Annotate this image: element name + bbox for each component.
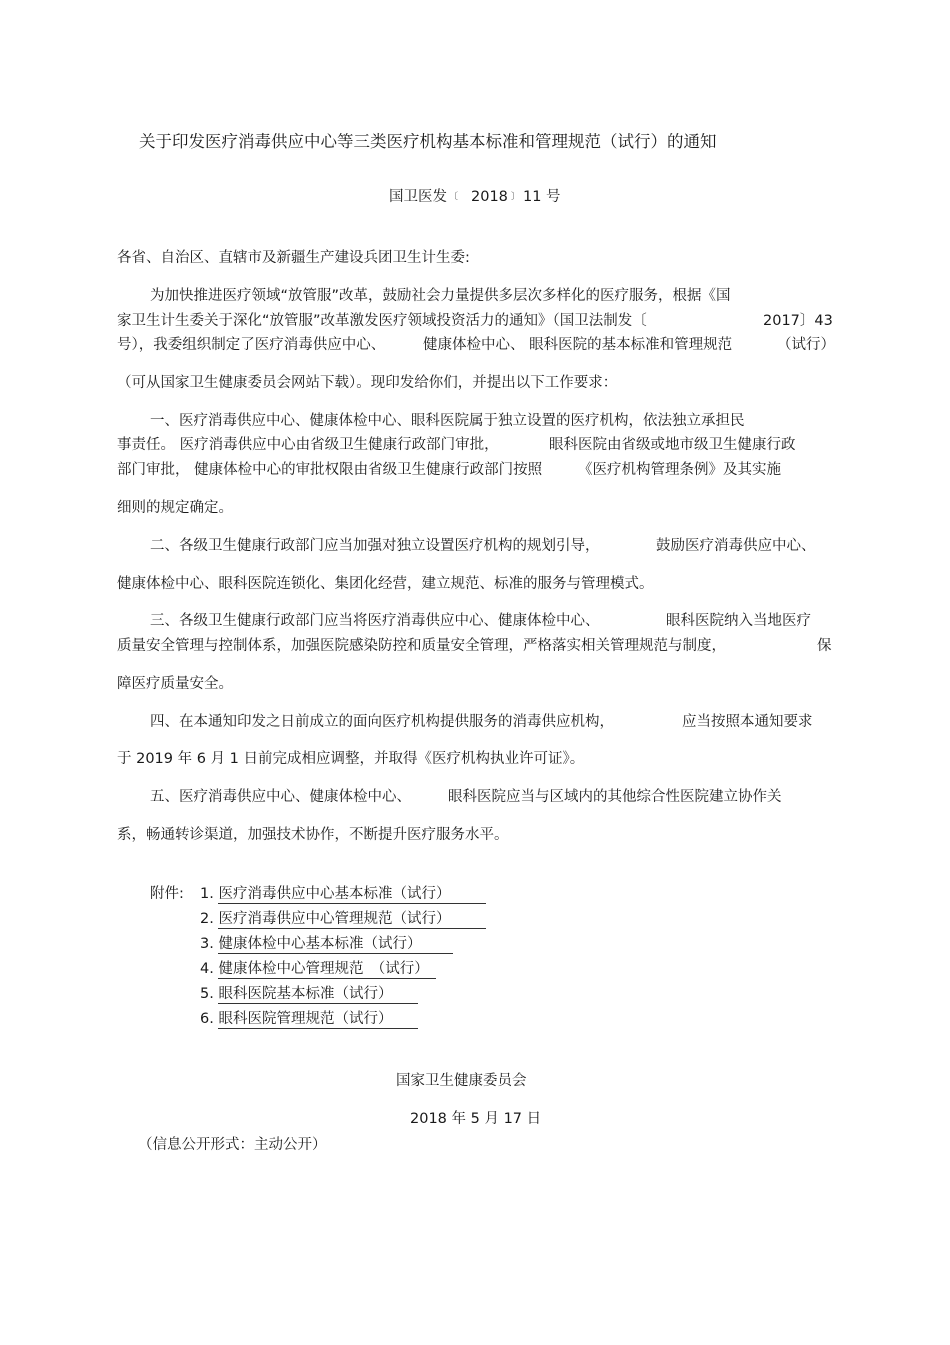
para1-line3-a: 号），我委组织制定了医疗消毒供应中心、 bbox=[117, 337, 386, 353]
disclosure-note: （信息公开形式：主动公开） bbox=[138, 1137, 327, 1153]
attachment-link[interactable]: 健康体检中心基本标准（试行） bbox=[218, 935, 453, 954]
item2-line2: 健康体检中心、眼科医院连锁化、集团化经营，建立规范、标准的服务与管理模式。 bbox=[117, 576, 654, 592]
item4-line1-b: 应当按照本通知要求 bbox=[682, 714, 813, 730]
item2-line1-b: 鼓励医疗消毒供应中心、 bbox=[656, 538, 816, 554]
attachment-link[interactable]: 医疗消毒供应中心管理规范（试行） bbox=[218, 910, 486, 929]
attachment-num: 2. bbox=[200, 911, 214, 927]
attachment-num: 4. bbox=[200, 961, 214, 977]
attachment-link[interactable]: 眼科医院基本标准（试行） bbox=[218, 985, 418, 1004]
item4-line2: 于 2019 年 6 月 1 日前完成相应调整，并取得《医疗机构执业许可证》。 bbox=[117, 751, 585, 767]
doc-number-year: 2018 bbox=[471, 189, 508, 205]
item1-line4: 细则的规定确定。 bbox=[117, 500, 233, 516]
item3-line2-b: 保 bbox=[817, 638, 832, 654]
para1-line2-ref: 2017〕43 bbox=[763, 313, 833, 329]
attachment-num: 6. bbox=[200, 1011, 214, 1027]
document-title: 关于印发医疗消毒供应中心等三类医疗机构基本标准和管理规范（试行）的通知 bbox=[139, 132, 717, 151]
attachment-link[interactable]: 医疗消毒供应中心基本标准（试行） bbox=[218, 885, 486, 904]
para1-line1: 为加快推进医疗领域“放管服”改革，鼓励社会力量提供多层次多样化的医疗服务，根据《国 bbox=[150, 288, 731, 304]
attachments-label: 附件: bbox=[150, 886, 184, 902]
item3-line3: 障医疗质量安全。 bbox=[117, 676, 233, 692]
attachment-link[interactable]: 健康体检中心管理规范 （试行） bbox=[218, 960, 436, 979]
attachment-item-6[interactable] bbox=[200, 1010, 418, 1029]
attachment-num: 3. bbox=[200, 936, 214, 952]
item2-line1-a: 二、各级卫生健康行政部门应当加强对独立设置医疗机构的规划引导， bbox=[150, 538, 600, 554]
doc-number-prefix: 国卫医发 bbox=[389, 189, 447, 205]
attachment-item-1[interactable] bbox=[200, 885, 486, 904]
para1-line2-text: 家卫生计生委关于深化“放管服”改革激发医疗领域投资活力的通知》（国卫法制发〔 bbox=[117, 313, 647, 329]
item1-line3-b: 《医疗机构管理条例》及其实施 bbox=[578, 462, 781, 478]
attachment-item-4[interactable] bbox=[200, 960, 436, 979]
attachment-num: 5. bbox=[200, 986, 214, 1002]
item1-line2-b: 眼科医院由省级或地市级卫生健康行政 bbox=[549, 437, 796, 453]
doc-number-right-bracket: 〕 bbox=[511, 192, 521, 202]
para1-line3-c: （试行） bbox=[777, 337, 835, 353]
item1-line2-a: 事责任。 医疗消毒供应中心由省级卫生健康行政部门审批， bbox=[117, 437, 499, 453]
attachment-link[interactable]: 眼科医院管理规范（试行） bbox=[218, 1010, 418, 1029]
item1-line3-a: 部门审批， 健康体检中心的审批权限由省级卫生健康行政部门按照 bbox=[117, 462, 543, 478]
doc-number-num: 11 号 bbox=[523, 189, 561, 205]
issue-date: 2018 年 5 月 17 日 bbox=[410, 1111, 542, 1127]
attachment-num: 1. bbox=[200, 886, 214, 902]
item3-line1-b: 眼科医院纳入当地医疗 bbox=[666, 613, 811, 629]
doc-number-left-bracket: 〔 bbox=[449, 192, 459, 202]
attachment-item-5[interactable] bbox=[200, 985, 418, 1004]
item5-line1-b: 眼科医院应当与区域内的其他综合性医院建立协作关 bbox=[448, 789, 782, 805]
item3-line1-a: 三、各级卫生健康行政部门应当将医疗消毒供应中心、健康体检中心、 bbox=[150, 613, 600, 629]
item4-line1-a: 四、在本通知印发之日前成立的面向医疗机构提供服务的消毒供应机构， bbox=[150, 714, 614, 730]
item5-line1-a: 五、医疗消毒供应中心、健康体检中心、 bbox=[150, 789, 411, 805]
attachment-item-3[interactable] bbox=[200, 935, 453, 954]
para1-line4: （可从国家卫生健康委员会网站下载）。现印发给你们，并提出以下工作要求： bbox=[117, 375, 618, 391]
salutation: 各省、自治区、直辖市及新疆生产建设兵团卫生计生委: bbox=[117, 250, 470, 266]
para1-line3-b: 健康体检中心、 眼科医院的基本标准和管理规范 bbox=[423, 337, 733, 353]
attachment-item-2[interactable] bbox=[200, 910, 486, 929]
item1-line1: 一、医疗消毒供应中心、健康体检中心、眼科医院属于独立设置的医疗机构，依法独立承担民 bbox=[150, 413, 745, 429]
item5-line2: 系，畅通转诊渠道，加强技术协作，不断提升医疗服务水平。 bbox=[117, 827, 509, 843]
item3-line2-a: 质量安全管理与控制体系，加强医院感染防控和质量安全管理，严格落实相关管理规范与制度， bbox=[117, 638, 726, 654]
issuer: 国家卫生健康委员会 bbox=[396, 1073, 527, 1089]
